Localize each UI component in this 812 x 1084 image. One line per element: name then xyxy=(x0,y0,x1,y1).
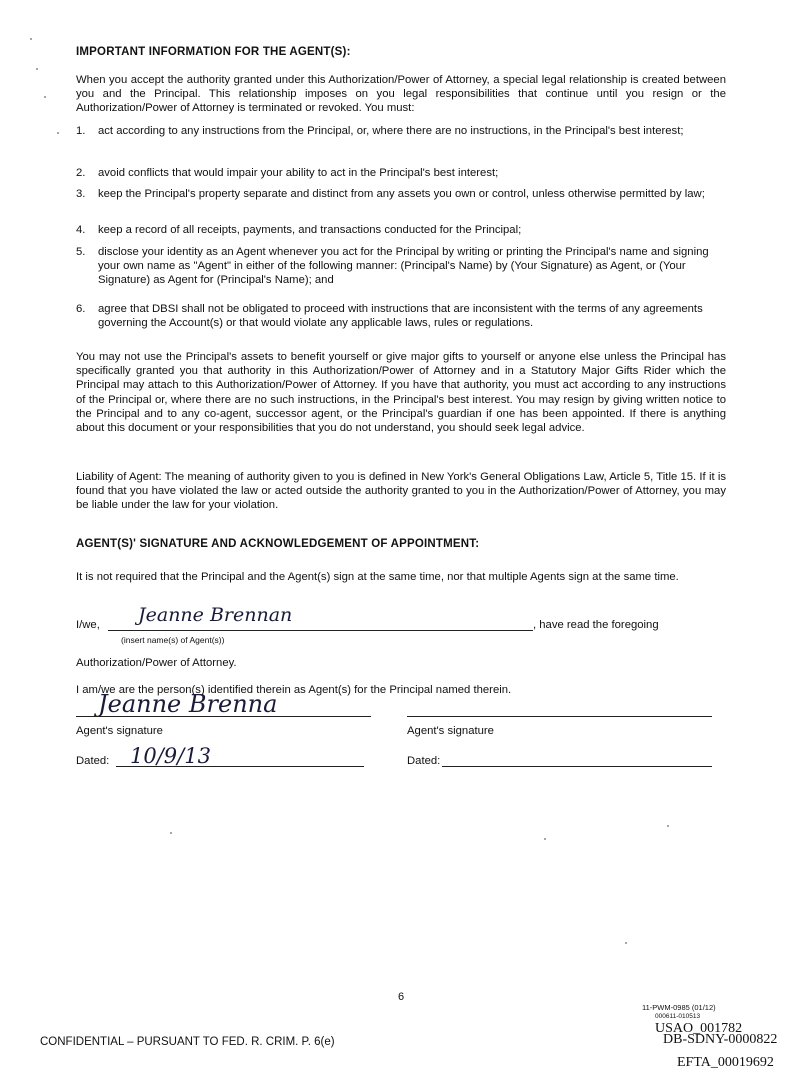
list-number: 5. xyxy=(76,246,86,258)
form-subcode: 000611-010513 xyxy=(655,1013,701,1020)
agent-signature-handwriting: Jeanne Brenna xyxy=(98,690,278,718)
scan-speck xyxy=(667,825,669,827)
list-text: disclose your identity as an Agent whenever you act for the Principal by writing or printing the Principal's name and signing your own name as "Agent" in either of the following manner: (Principal's Name) by (Your Signature) as Agent, or (Your Signature) as Agent for (Principal's Name); and xyxy=(98,246,709,287)
list-text: keep a record of all receipts, payments, and transactions conducted for the Principal; xyxy=(98,224,522,236)
scan-speck xyxy=(544,838,546,840)
have-read-text: , have read the foregoing xyxy=(533,619,659,631)
intro-paragraph: When you accept the authority granted under this Authorization/Power of Attorney, a special legal relationship is created between you and the Principal. This relationship imposes on you legal responsibilities that continue until you resign or the Authorization/Power of Attorney is terminated or revoked. You must: xyxy=(76,74,726,115)
agent-name-handwriting: Jeanne Brennan xyxy=(138,604,293,626)
dated-label-2: Dated: xyxy=(407,755,441,767)
scan-speck xyxy=(170,832,172,834)
list-number: 4. xyxy=(76,224,86,236)
authorization-line: Authorization/Power of Attorney. xyxy=(76,657,237,669)
scan-speck xyxy=(36,68,38,70)
scan-speck xyxy=(625,942,627,944)
form-code: 11-PWM-0985 (01/12) xyxy=(642,1003,716,1012)
signature-line-2 xyxy=(407,716,712,717)
list-number: 1. xyxy=(76,125,86,137)
agent-signature-label-2: Agent's signature xyxy=(407,725,494,737)
iam-line: I am/we are the person(s) identified therein as Agent(s) for the Principal named therein. xyxy=(76,684,512,696)
list-text: keep the Principal's property separate and distinct from any assets you own or control, unless otherwise permitted by law; xyxy=(98,188,705,200)
signature-line-1 xyxy=(76,716,371,717)
scan-speck xyxy=(57,132,59,134)
liability-paragraph: Liability of Agent: The meaning of authority given to you is defined in New York's General Obligations Law, Article 5, Title 15. If it is found that you have violated the law or acted outside the authority granted to you in the Authorization/Power of Attorney, you may be liable under the law for your violation. xyxy=(76,471,726,512)
confidential-notice: CONFIDENTIAL – PURSUANT TO FED. R. CRIM. P. 6(e) xyxy=(40,1036,335,1048)
scan-speck xyxy=(44,96,46,98)
page-number: 6 xyxy=(398,991,405,1003)
list-text: avoid conflicts that would impair your ability to act in the Principal's best interest; xyxy=(98,167,499,179)
list-text: agree that DBSI shall not be obligated to proceed with instructions that are inconsistent with the terms of any agreements governing the Account(s) or that would violate any applicable laws, rules or regulations. xyxy=(98,303,703,330)
scan-speck xyxy=(30,38,32,40)
dated-label-1: Dated: xyxy=(76,755,110,767)
list-text: act according to any instructions from the Principal, or, where there are no instructions, in the Principal's best interest; xyxy=(98,125,684,137)
bates-number-usao: USAO_001782 xyxy=(655,1021,743,1036)
bates-number-db: DB-SDNY-0000822 xyxy=(663,1032,778,1047)
insert-names-caption: (insert name(s) of Agent(s)) xyxy=(121,635,225,645)
agent-signature-label-1: Agent's signature xyxy=(76,725,163,737)
heading-important-information: IMPORTANT INFORMATION FOR THE AGENT(S): xyxy=(76,46,351,58)
list-number: 3. xyxy=(76,188,86,200)
date-line-2 xyxy=(442,766,712,767)
list-number: 6. xyxy=(76,303,86,315)
date-handwriting: 10/9/13 xyxy=(130,744,211,768)
heading-agent-signature: AGENT(S)' SIGNATURE AND ACKNOWLEDGEMENT OF APPOINTMENT: xyxy=(76,538,480,550)
iwe-label: I/we, xyxy=(76,619,100,631)
agent-name-line xyxy=(108,630,533,631)
not-required-paragraph: It is not required that the Principal and the Agent(s) sign at the same time, nor that multiple Agents sign at the same time. xyxy=(76,571,679,583)
gifts-paragraph: You may not use the Principal's assets to benefit yourself or give major gifts to yourself or anyone else unless the Principal has specifically granted you that authority in this Authorization/Power of Attorney and in a Statutory Major Gifts Rider which the Principal may attach to this Authorization/Power of Attorney. If you have that authority, you must act according to any instructions of the Principal or, where there are no such instructions, in the Principal's best interest. You may resign by giving written notice to the Principal and to any co-agent, successor agent, or the Principal's guardian if one has been appointed. If there is anything about this document or your responsibilities that you do not understand, you should seek legal advice. xyxy=(76,351,726,435)
bates-number-efta: EFTA_00019692 xyxy=(677,1055,774,1070)
list-number: 2. xyxy=(76,167,86,179)
